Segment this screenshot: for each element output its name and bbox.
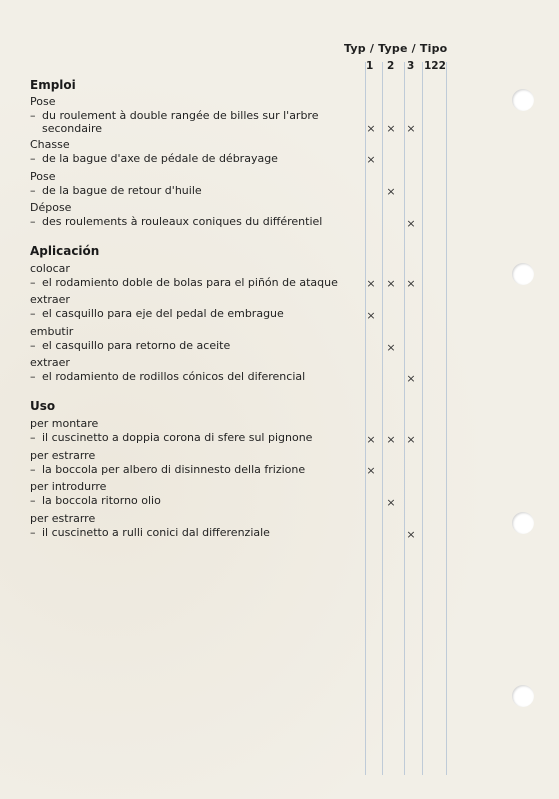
mark-col-1: × xyxy=(366,277,376,290)
column-number-2: 2 xyxy=(387,60,395,72)
entry-item xyxy=(30,370,350,383)
entry-item xyxy=(30,494,350,507)
mark-col-1: × xyxy=(366,153,376,166)
entry-item-text: el casquillo para retorno de aceite xyxy=(42,339,231,352)
mark-col-2: × xyxy=(386,122,396,135)
entry-item xyxy=(30,463,350,476)
mark-col-2: × xyxy=(386,496,396,509)
column-rule-4 xyxy=(422,62,423,775)
mark-col-2: × xyxy=(386,185,396,198)
entry-item xyxy=(30,339,350,352)
entry-label: per montare xyxy=(30,417,99,430)
entry-item-text: el rodamiento doble de bolas para el piñón de ataque xyxy=(42,276,338,289)
dash: – xyxy=(30,276,36,289)
entry-item-text: la boccola ritorno olio xyxy=(42,494,161,507)
column-rule-1 xyxy=(365,62,366,775)
mark-col-1: × xyxy=(366,309,376,322)
entry-label: Pose xyxy=(30,95,56,108)
entry-label: colocar xyxy=(30,262,70,275)
entry-label: embutir xyxy=(30,325,74,338)
dash: – xyxy=(30,431,36,444)
entry-item-text: el casquillo para eje del pedal de embrague xyxy=(42,307,284,320)
section-title: Aplicación xyxy=(30,244,100,258)
dash: – xyxy=(30,463,36,476)
binder-hole xyxy=(512,512,534,534)
dash: – xyxy=(30,307,36,320)
mark-col-3: × xyxy=(406,122,416,135)
mark-col-3: × xyxy=(406,372,416,385)
entry-item-text: du roulement à double rangée de billes sur l'arbre secondaire xyxy=(42,109,319,135)
entry-item xyxy=(30,215,350,228)
column-rule-2 xyxy=(382,62,383,775)
binder-hole xyxy=(512,685,534,707)
entry-label: Dépose xyxy=(30,201,72,214)
entry-label: Pose xyxy=(30,170,56,183)
entry-item xyxy=(30,276,350,289)
mark-col-3: × xyxy=(406,433,416,446)
entry-label: extraer xyxy=(30,293,70,306)
entry-label: Chasse xyxy=(30,138,70,151)
dash: – xyxy=(30,339,36,352)
entry-label: per estrarre xyxy=(30,449,96,462)
entry-item xyxy=(30,152,350,165)
mark-col-3: × xyxy=(406,277,416,290)
entry-label: per introdurre xyxy=(30,480,107,493)
entry-item-text: de la bague d'axe de pédale de débrayage xyxy=(42,152,278,165)
section-title: Uso xyxy=(30,399,56,413)
mark-col-1: × xyxy=(366,464,376,477)
mark-col-1: × xyxy=(366,122,376,135)
mark-col-1: × xyxy=(366,433,376,446)
entry-label: extraer xyxy=(30,356,70,369)
mark-col-2: × xyxy=(386,341,396,354)
entry-item xyxy=(30,184,350,197)
entry-item-text: il cuscinetto a rulli conici dal differenziale xyxy=(42,526,270,539)
column-rule-3 xyxy=(404,62,405,775)
entry-item xyxy=(30,526,350,539)
dash: – xyxy=(30,184,36,197)
entry-item-text: la boccola per albero di disinnesto della frizione xyxy=(42,463,306,476)
column-rule-5 xyxy=(446,62,447,775)
section-title: Emploi xyxy=(30,78,76,92)
entry-item-text: el rodamiento de rodillos cónicos del diferencial xyxy=(42,370,306,383)
dash: – xyxy=(30,370,36,383)
dash: – xyxy=(30,109,36,122)
column-number-1: 1 xyxy=(366,60,374,72)
dash: – xyxy=(30,526,36,539)
entry-label: per estrarre xyxy=(30,512,96,525)
entry-item-text: il cuscinetto a doppia corona di sfere sul pignone xyxy=(42,431,313,444)
binder-hole xyxy=(512,89,534,111)
mark-col-3: × xyxy=(406,217,416,230)
dash: – xyxy=(30,215,36,228)
entry-item xyxy=(30,431,350,444)
mark-col-3: × xyxy=(406,528,416,541)
entry-item xyxy=(30,109,350,135)
dash: – xyxy=(30,152,36,165)
column-number-3: 3 xyxy=(407,60,415,72)
mark-col-2: × xyxy=(386,433,396,446)
column-number-122: 122 xyxy=(424,60,446,72)
dash: – xyxy=(30,494,36,507)
entry-item-text: de la bague de retour d'huile xyxy=(42,184,202,197)
mark-col-2: × xyxy=(386,277,396,290)
binder-hole xyxy=(512,263,534,285)
entry-item xyxy=(30,307,350,320)
entry-item-text: des roulements à rouleaux coniques du différentiel xyxy=(42,215,323,228)
type-header: Typ / Type / Tipo xyxy=(344,42,448,55)
